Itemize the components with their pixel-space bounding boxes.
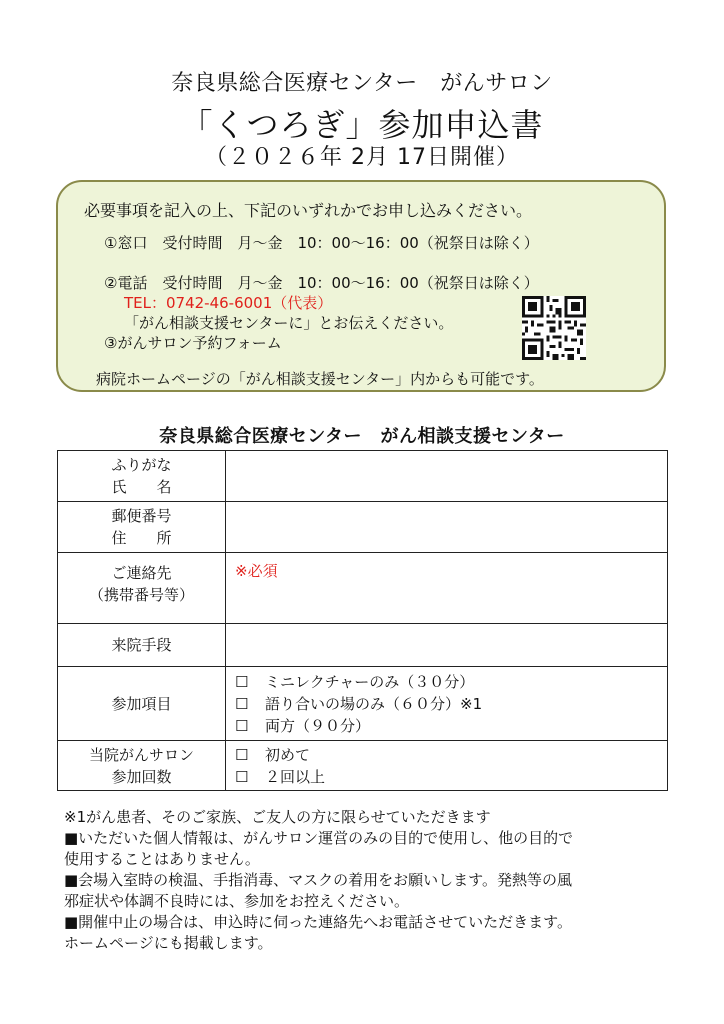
note-health-2: 邪症状や体調不良時には、参加をお控えください。 <box>64 892 410 910</box>
option-mini-lecture[interactable]: ☐ ミニレクチャーのみ（３０分） <box>235 672 475 691</box>
info-reservation-form: ③がんサロン予約フォーム <box>104 334 282 352</box>
option-both[interactable]: ☐ 両方（９０分） <box>235 716 371 735</box>
note-cancel-2: ホームページにも掲載します。 <box>64 934 273 952</box>
address-label <box>58 502 226 553</box>
application-form-table <box>57 450 668 791</box>
checkbox-icon[interactable]: ☐ <box>235 716 249 735</box>
event-date: （２０２６年 2月 17日開催） <box>205 145 519 170</box>
option-first-time[interactable]: ☐ 初めて <box>235 745 311 764</box>
support-center-name: 奈良県総合医療センター がん相談支援センター <box>159 426 565 447</box>
info-homepage-note: 病院ホームページの「がん相談支援センター」内からも可能です。 <box>96 370 544 388</box>
info-tel-note: 「がん相談支援センターに」とお伝えください。 <box>124 314 454 332</box>
attendance-count-options <box>226 741 668 791</box>
note-cancel-1: ■開催中止の場合は、申込時に伺った連絡先へお電話させていただきます。 <box>64 913 572 931</box>
note-health-1: ■会場入室時の検温、手指消毒、マスクの着用をお願いします。発熱等の風 <box>64 871 572 889</box>
qr-code-icon[interactable] <box>522 296 586 360</box>
note-privacy-2: 使用することはありません。 <box>64 850 260 868</box>
full-name-label: 氏 名 <box>111 478 172 496</box>
application-info-box <box>56 180 666 392</box>
address-field[interactable] <box>226 502 668 553</box>
contact-label-main: ご連絡先 <box>111 564 172 582</box>
contact-field[interactable] <box>226 553 668 624</box>
option-discussion[interactable]: ☐ 語り合いの場のみ（６０分）※1 <box>235 694 483 713</box>
note-eligibility: ※1がん患者、そのご家族、ご友人の方に限らせていただきます <box>64 808 491 826</box>
info-window: ①窓口 受付時間 月～金 10：00～16：00（祝祭日は除く） <box>104 234 539 252</box>
note-privacy-1: ■いただいた個人情報は、がんサロン運営のみの目的で使用し、他の目的で <box>64 829 574 847</box>
participation-label: 参加項目 <box>58 667 226 741</box>
participation-options <box>226 667 668 741</box>
contact-label <box>58 553 226 624</box>
checkbox-icon[interactable]: ☐ <box>235 745 249 764</box>
transport-field[interactable] <box>226 624 668 667</box>
furigana-label: ふりがな <box>111 456 172 474</box>
attendance-count-label-main: 当院がんサロン <box>88 745 194 764</box>
checkbox-icon[interactable]: ☐ <box>235 767 249 786</box>
required-note: ※必須 <box>235 561 278 580</box>
title-line-1: 奈良県総合医療センター がんサロン <box>171 71 553 96</box>
table-row <box>58 553 668 624</box>
table-row <box>58 667 668 741</box>
name-field[interactable] <box>226 451 668 502</box>
table-row <box>58 624 668 667</box>
checkbox-icon[interactable]: ☐ <box>235 694 249 713</box>
address-line-label: 住 所 <box>111 529 172 547</box>
info-intro: 必要事項を記入の上、下記のいずれかでお申し込みください。 <box>84 201 533 220</box>
info-phone: ②電話 受付時間 月～金 10：00～16：00（祝祭日は除く） <box>104 274 539 292</box>
checkbox-icon[interactable]: ☐ <box>235 672 249 691</box>
postal-code-label: 郵便番号 <box>111 507 172 525</box>
table-row <box>58 741 668 791</box>
option-two-or-more[interactable]: ☐ ２回以上 <box>235 767 326 786</box>
title-line-2: 「くつろぎ」参加申込書 <box>180 106 544 144</box>
table-row <box>58 502 668 553</box>
contact-label-sub: （携帯番号等） <box>88 586 194 604</box>
name-label <box>58 451 226 502</box>
attendance-count-label <box>58 741 226 791</box>
transport-label: 来院手段 <box>58 624 226 667</box>
table-row <box>58 451 668 502</box>
info-tel-number: TEL：0742-46-6001（代表） <box>124 294 333 312</box>
attendance-count-label-sub: 参加回数 <box>111 767 172 786</box>
